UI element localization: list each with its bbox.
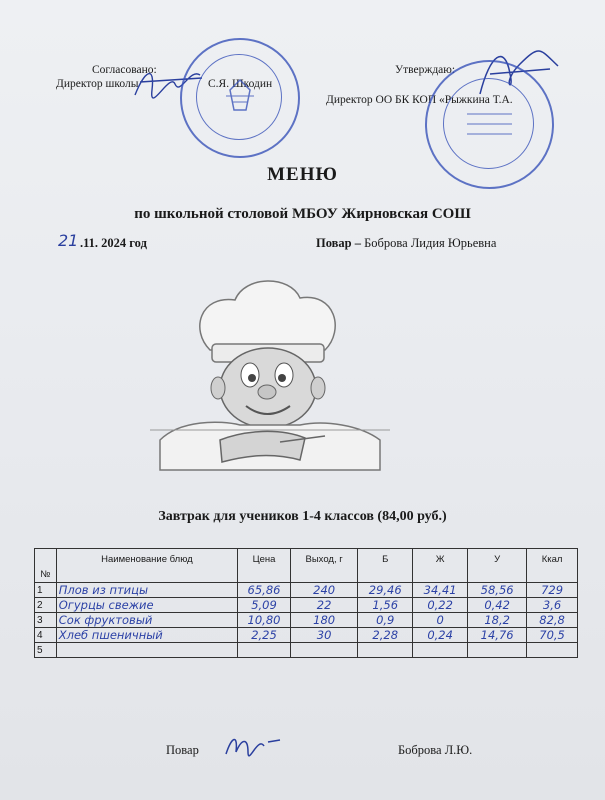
col-protein: Б [358,549,413,583]
col-weight: Выход, г [290,549,357,583]
table-row: 5 [35,643,578,658]
col-dish: Наименование блюд [56,549,237,583]
date-day-handwritten: 21 [58,231,79,250]
approve-label: Утверждаю: [395,64,456,76]
menu-table [34,548,578,658]
cook-name: Боброва Лидия Юрьевна [364,236,497,250]
chef-illustration [150,270,390,480]
footer-cook-label: Повар [166,743,199,757]
cook-label: Повар – [316,236,361,250]
school-director-label: Директор школы [56,78,139,90]
table-row: 1 Плов из птицы 65,86 240 29,46 34,41 58,56 729 [35,583,578,598]
col-num: № [35,549,57,583]
school-seal-stamp [180,38,300,158]
col-kcal: Ккал [527,549,578,583]
col-fat: Ж [413,549,468,583]
org-director-label: Директор ОО БК КОП «Рыжкина Т.А. [326,94,513,106]
table-row: 2 Огурцы свежие 5,09 22 1,56 0,22 0,42 3,6 [35,598,578,613]
footer-cook-name: Боброва Л.Ю. [398,743,473,757]
table-row: 3 Сок фруктовый 10,80 180 0,9 0 18,2 82,8 [35,613,578,628]
school-director-name: С.Я. Шкодин [208,78,273,90]
agreed-label: Согласовано: [92,64,157,76]
date-rest: .11. 2024 год [80,236,147,250]
cook-signature [222,728,282,764]
subtitle: по школьной столовой МБОУ Жирновская СОШ [134,206,471,222]
page-title: МЕНЮ [267,164,338,185]
breakfast-heading: Завтрак для учеников 1-4 классов (84,00 руб.) [158,509,447,524]
col-carbs: У [468,549,527,583]
col-price: Цена [238,549,291,583]
table-row: 4 Хлеб пшеничный 2,25 30 2,28 0,24 14,76 70,5 [35,628,578,643]
cook-line [316,236,496,251]
